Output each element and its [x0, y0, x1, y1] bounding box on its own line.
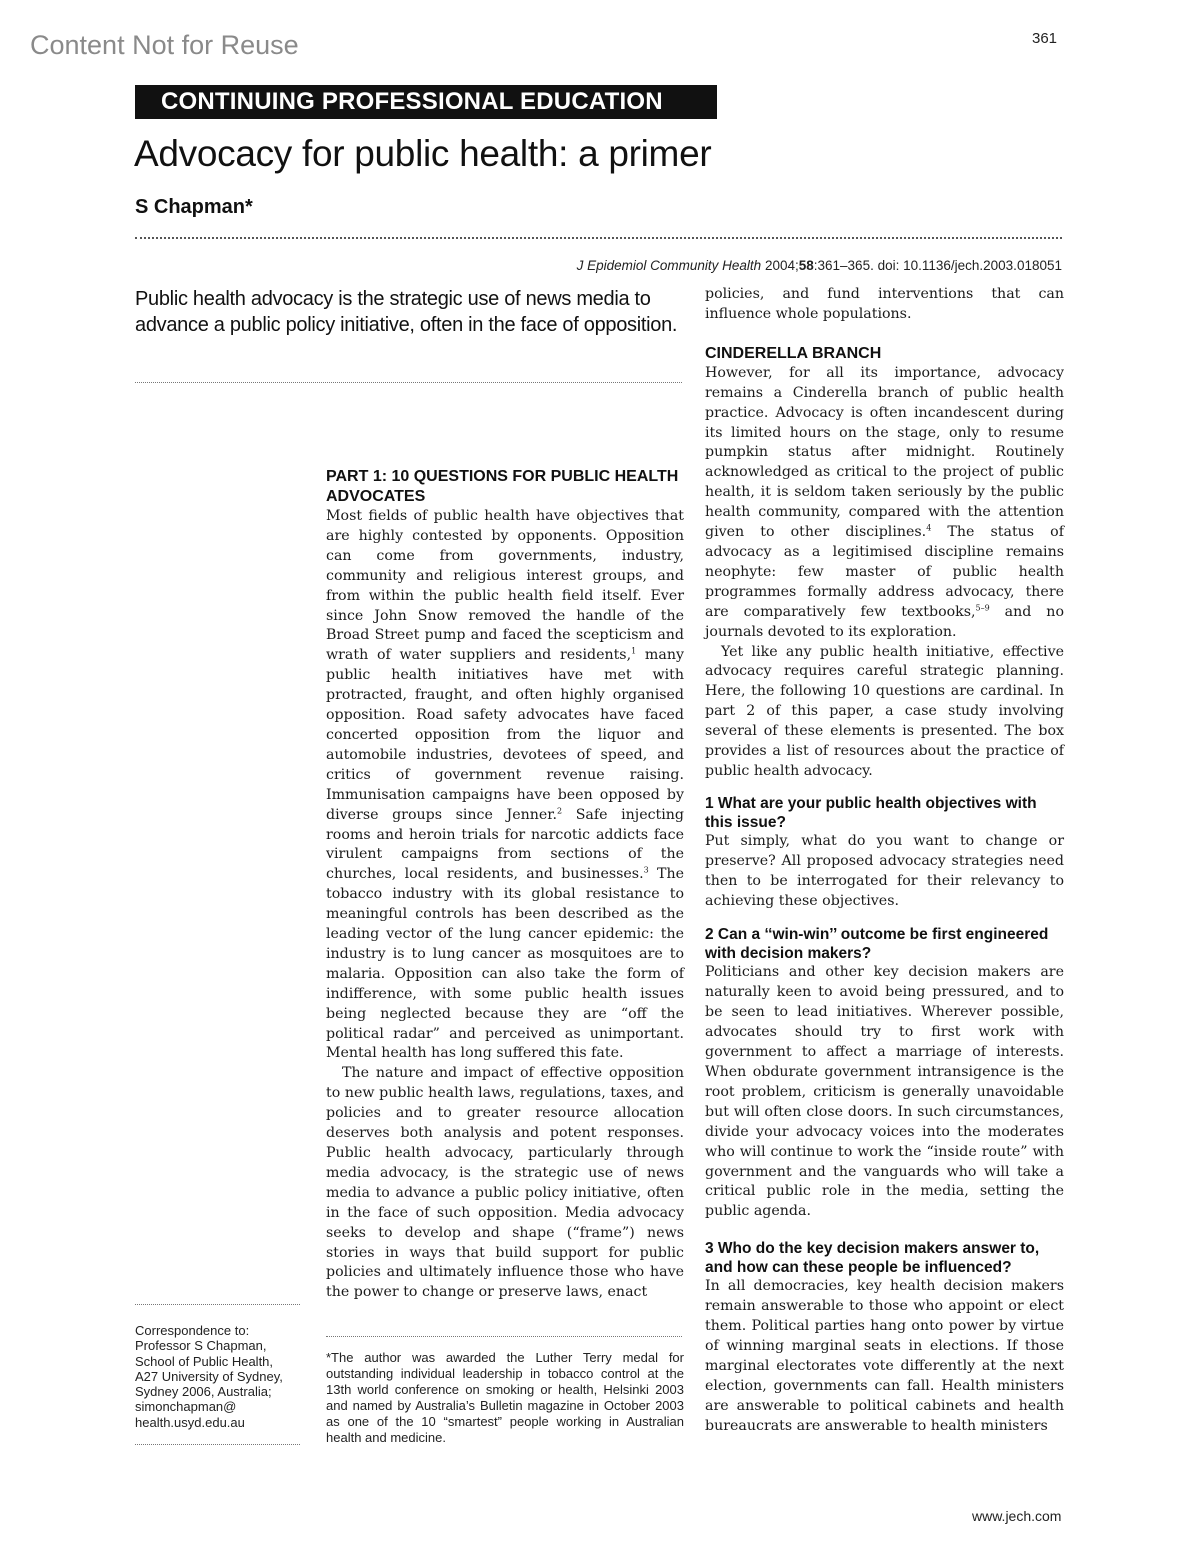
section-banner: CONTINUING PROFESSIONAL EDUCATION	[135, 85, 717, 119]
correspondence-divider-bottom	[135, 1444, 300, 1445]
correspondence-divider-top	[135, 1304, 300, 1305]
citation	[577, 258, 1062, 273]
body-paragraph: In all democracies, key health decision makers remain answerable to those who appoint or elect them. Political parties hang onto power by virtue of winning marginal seats in elections. If those marginal electorates vote differently at the next election, governments can fall. Health ministers are answerable to political cabinets and health bureaucrats are answerable to health ministers	[705, 1278, 1064, 1434]
body-paragraph: policies, and fund interventions that can influence whole populations.	[705, 286, 1064, 322]
abstract: Public health advocacy is the strategic use of news media to advance a public policy initiative, often in the face of opposition.	[135, 288, 678, 336]
header-divider	[135, 237, 1062, 239]
correspondence: Correspondence to: Professor S Chapman, School of Public Health, A27 University of Sydney, Sydney 2006, Australia; simonchapman@ health.usyd.edu.au	[135, 1323, 283, 1430]
citation-year: 2004;	[761, 258, 799, 273]
author-footnote: *The author was awarded the Luther Terry medal for outstanding individual leadership in tobacco control at the 13th world conference on smoking or health, Helsinki 2003 and named by Australia’s Bulletin magazine in October 2003 as one of the 10 “smartest” people working in Australian health and medicine.	[326, 1350, 684, 1445]
citation-volume: 58	[798, 258, 814, 273]
footer-url[interactable]: www.jech.com	[972, 1508, 1062, 1524]
abstract-divider	[135, 382, 682, 383]
body-paragraph: Politicians and other key decision makers are naturally keen to avoid being pressured, and to be seen to lead initiatives. Wherever possible, advocates should try to first work with government to affect a marriage of interests. When obdurate government intransigence is the root problem, criticism is generally unavoidable but will often close doors. In such circumstances, divide your advocacy voices into the moderates who will continue to work the “inside route” with government and the vanguards who will take a critical public role in the media, setting the public agenda.	[705, 964, 1064, 1220]
citation-pages-doi: :361–365. doi: 10.1136/jech.2003.018051	[813, 258, 1062, 273]
body-paragraph: Most fields of public health have objectives that are highly contested by opponents. Opposition can come from governments, industry, community and religious interest groups, and from within the public health field itself. Ever since John Snow removed the handle of the Broad Street pump and faced the scepticism and wrath of water suppliers and residents,$^1$ many public health initiatives have met with protracted, fraught, and often highly organised opposition. Road safety advocates have faced concerted opposition from the liquor and automobile industries, devotees of speed, and critics of government revenue raising. Immunisation campaigns have been opposed by diverse groups since Jenner.$^2$ Safe injecting rooms and heroin trials for narcotic addicts face virulent campaigns from sections of the churches, local residents, and businesses.$^3$ The tobacco industry with its global resistance to meaningful controls has been described as the leading vector of the lung cancer epidemic: the industry is to lung cancer as mosquitoes are to malaria. Opposition can also take the form of indifference, with some public health issues being neglected because they are “off the political radar” and perceived as unimportant. Mental health has long suffered this fate.	[326, 508, 684, 1062]
footnote-divider	[326, 1336, 682, 1337]
question-heading-3: 3 Who do the key decision makers answer to, and how can these people be influenced?	[705, 1240, 1040, 1277]
article-title: Advocacy for public health: a primer	[134, 133, 712, 174]
section-heading-cinderella: CINDERELLA BRANCH	[705, 344, 882, 362]
right-column	[705, 285, 1064, 1437]
watermark: Content Not for Reuse	[30, 30, 299, 60]
body-paragraph: However, for all its importance, advocacy remains a Cinderella branch of public health practice. Advocacy is often incandescent during its limited hours on the stage, only to resume pumpkin status after midnight. Routinely acknowledged as critical to the project of public health, it is seldom taken seriously by the public health community, compared with the attention given to other disciplines.$^4$ The status of advocacy as a legitimised discipline remains neophyte: few master of public health programmes formally address advocacy, there are comparatively few textbooks,$^{5-9}$ and no journals devoted to its exploration.	[705, 364, 1064, 640]
body-paragraph: Yet like any public health initiative, effective advocacy requires careful strategic planning. Here, the following 10 questions are cardinal. In part 2 of this paper, a case study involving several of these elements is presented. The box provides a list of resources about the practice of public health advocacy.	[705, 643, 1064, 779]
author: S Chapman*	[135, 196, 253, 218]
question-heading-1: 1 What are your public health objectives with this issue?	[705, 794, 1037, 831]
body-paragraph: Put simply, what do you want to change or preserve? All proposed advocacy strategies need then to be interrogated for their relevancy to achieving these objectives.	[705, 832, 1064, 909]
page-number: 361	[1032, 30, 1058, 47]
section-heading-part1: PART 1: 10 QUESTIONS FOR PUBLIC HEALTH ADVOCATES	[326, 468, 679, 505]
body-paragraph: The nature and impact of effective opposition to new public health laws, regulations, taxes, and policies and to greater resource allocation deserves both analysis and potent responses. Public health advocacy, particularly through media advocacy, is the strategic use of news media to advance a public policy initiative, often in the face of such opposition. Media advocacy seeks to develop and shape (“frame”) news stories in ways that build support for public policies and ultimately influence those who have the power to change or preserve laws, enact	[326, 1065, 684, 1301]
journal-name: J Epidemiol Community Health	[576, 258, 762, 273]
middle-column	[326, 467, 684, 1303]
question-heading-2: 2 Can a ‘‘win-win’’ outcome be first engineered with decision makers?	[705, 926, 1049, 963]
